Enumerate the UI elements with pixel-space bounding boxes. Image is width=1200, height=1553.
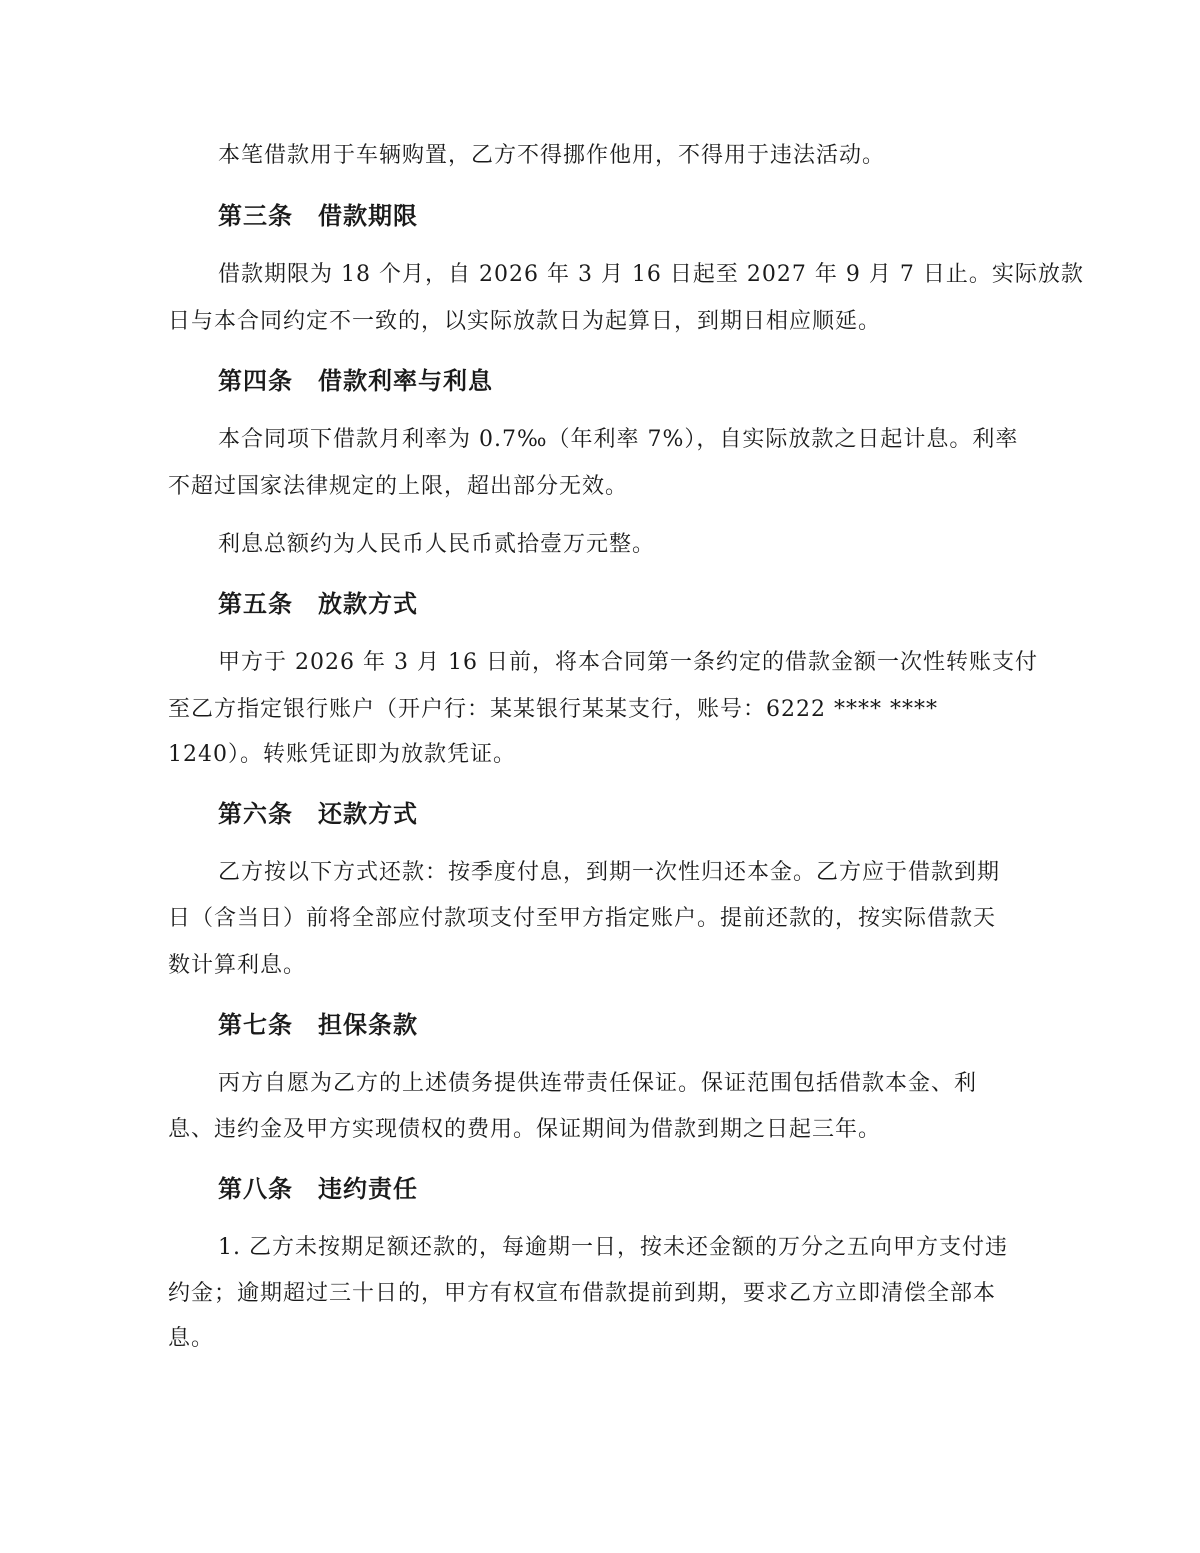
article-4-line-2: 不超过国家法律规定的上限，超出部分无效。 xyxy=(168,474,629,499)
article-8-line-3: 息。 xyxy=(168,1326,215,1351)
article-8-heading: 第八条 违约责任 xyxy=(218,1174,418,1203)
article-5-heading: 第五条 放款方式 xyxy=(218,589,418,618)
article-5-line-2: 至乙方指定银行账户（开户行：某某银行某某支行，账号：6222 **** **** xyxy=(168,697,938,722)
purpose-paragraph: 本笔借款用于车辆购置，乙方不得挪作他用，不得用于违法活动。 xyxy=(218,143,886,168)
article-8-line-2: 约金；逾期超过三十日的，甲方有权宣布借款提前到期，要求乙方立即清偿全部本 xyxy=(168,1281,997,1306)
article-5-line-1: 甲方于 2026 年 3 月 16 日前，将本合同第一条约定的借款金额一次性转账支付 xyxy=(218,650,1038,675)
article-3-line-1: 借款期限为 18 个月，自 2026 年 3 月 16 日起至 2027 年 9 月 7 日止。实际放款 xyxy=(218,262,1084,287)
interest-total-paragraph: 利息总额约为人民币人民币贰拾壹万元整。 xyxy=(218,532,656,557)
article-6-line-2: 日（含当日）前将全部应付款项支付至甲方指定账户。提前还款的，按实际借款天 xyxy=(168,906,997,931)
article-7-heading: 第七条 担保条款 xyxy=(218,1010,418,1039)
article-8-line-1: 1. 乙方未按期足额还款的，每逾期一日，按未还金额的万分之五向甲方支付违 xyxy=(218,1235,1008,1260)
article-7-line-1: 丙方自愿为乙方的上述债务提供连带责任保证。保证范围包括借款本金、利 xyxy=(218,1071,978,1096)
article-3-heading: 第三条 借款期限 xyxy=(218,201,418,230)
article-4-heading: 第四条 借款利率与利息 xyxy=(218,366,493,395)
article-4-line-1: 本合同项下借款月利率为 0.7‰（年利率 7%），自实际放款之日起计息。利率 xyxy=(218,427,1019,452)
article-6-line-1: 乙方按以下方式还款：按季度付息，到期一次性归还本金。乙方应于借款到期 xyxy=(218,860,1001,885)
article-3-line-2: 日与本合同约定不一致的，以实际放款日为起算日，到期日相应顺延。 xyxy=(168,309,882,334)
article-7-line-2: 息、违约金及甲方实现债权的费用。保证期间为借款到期之日起三年。 xyxy=(168,1117,882,1142)
article-6-line-3: 数计算利息。 xyxy=(168,953,307,978)
article-6-heading: 第六条 还款方式 xyxy=(218,799,418,828)
article-5-line-3: 1240）。转账凭证即为放款凭证。 xyxy=(168,742,516,767)
